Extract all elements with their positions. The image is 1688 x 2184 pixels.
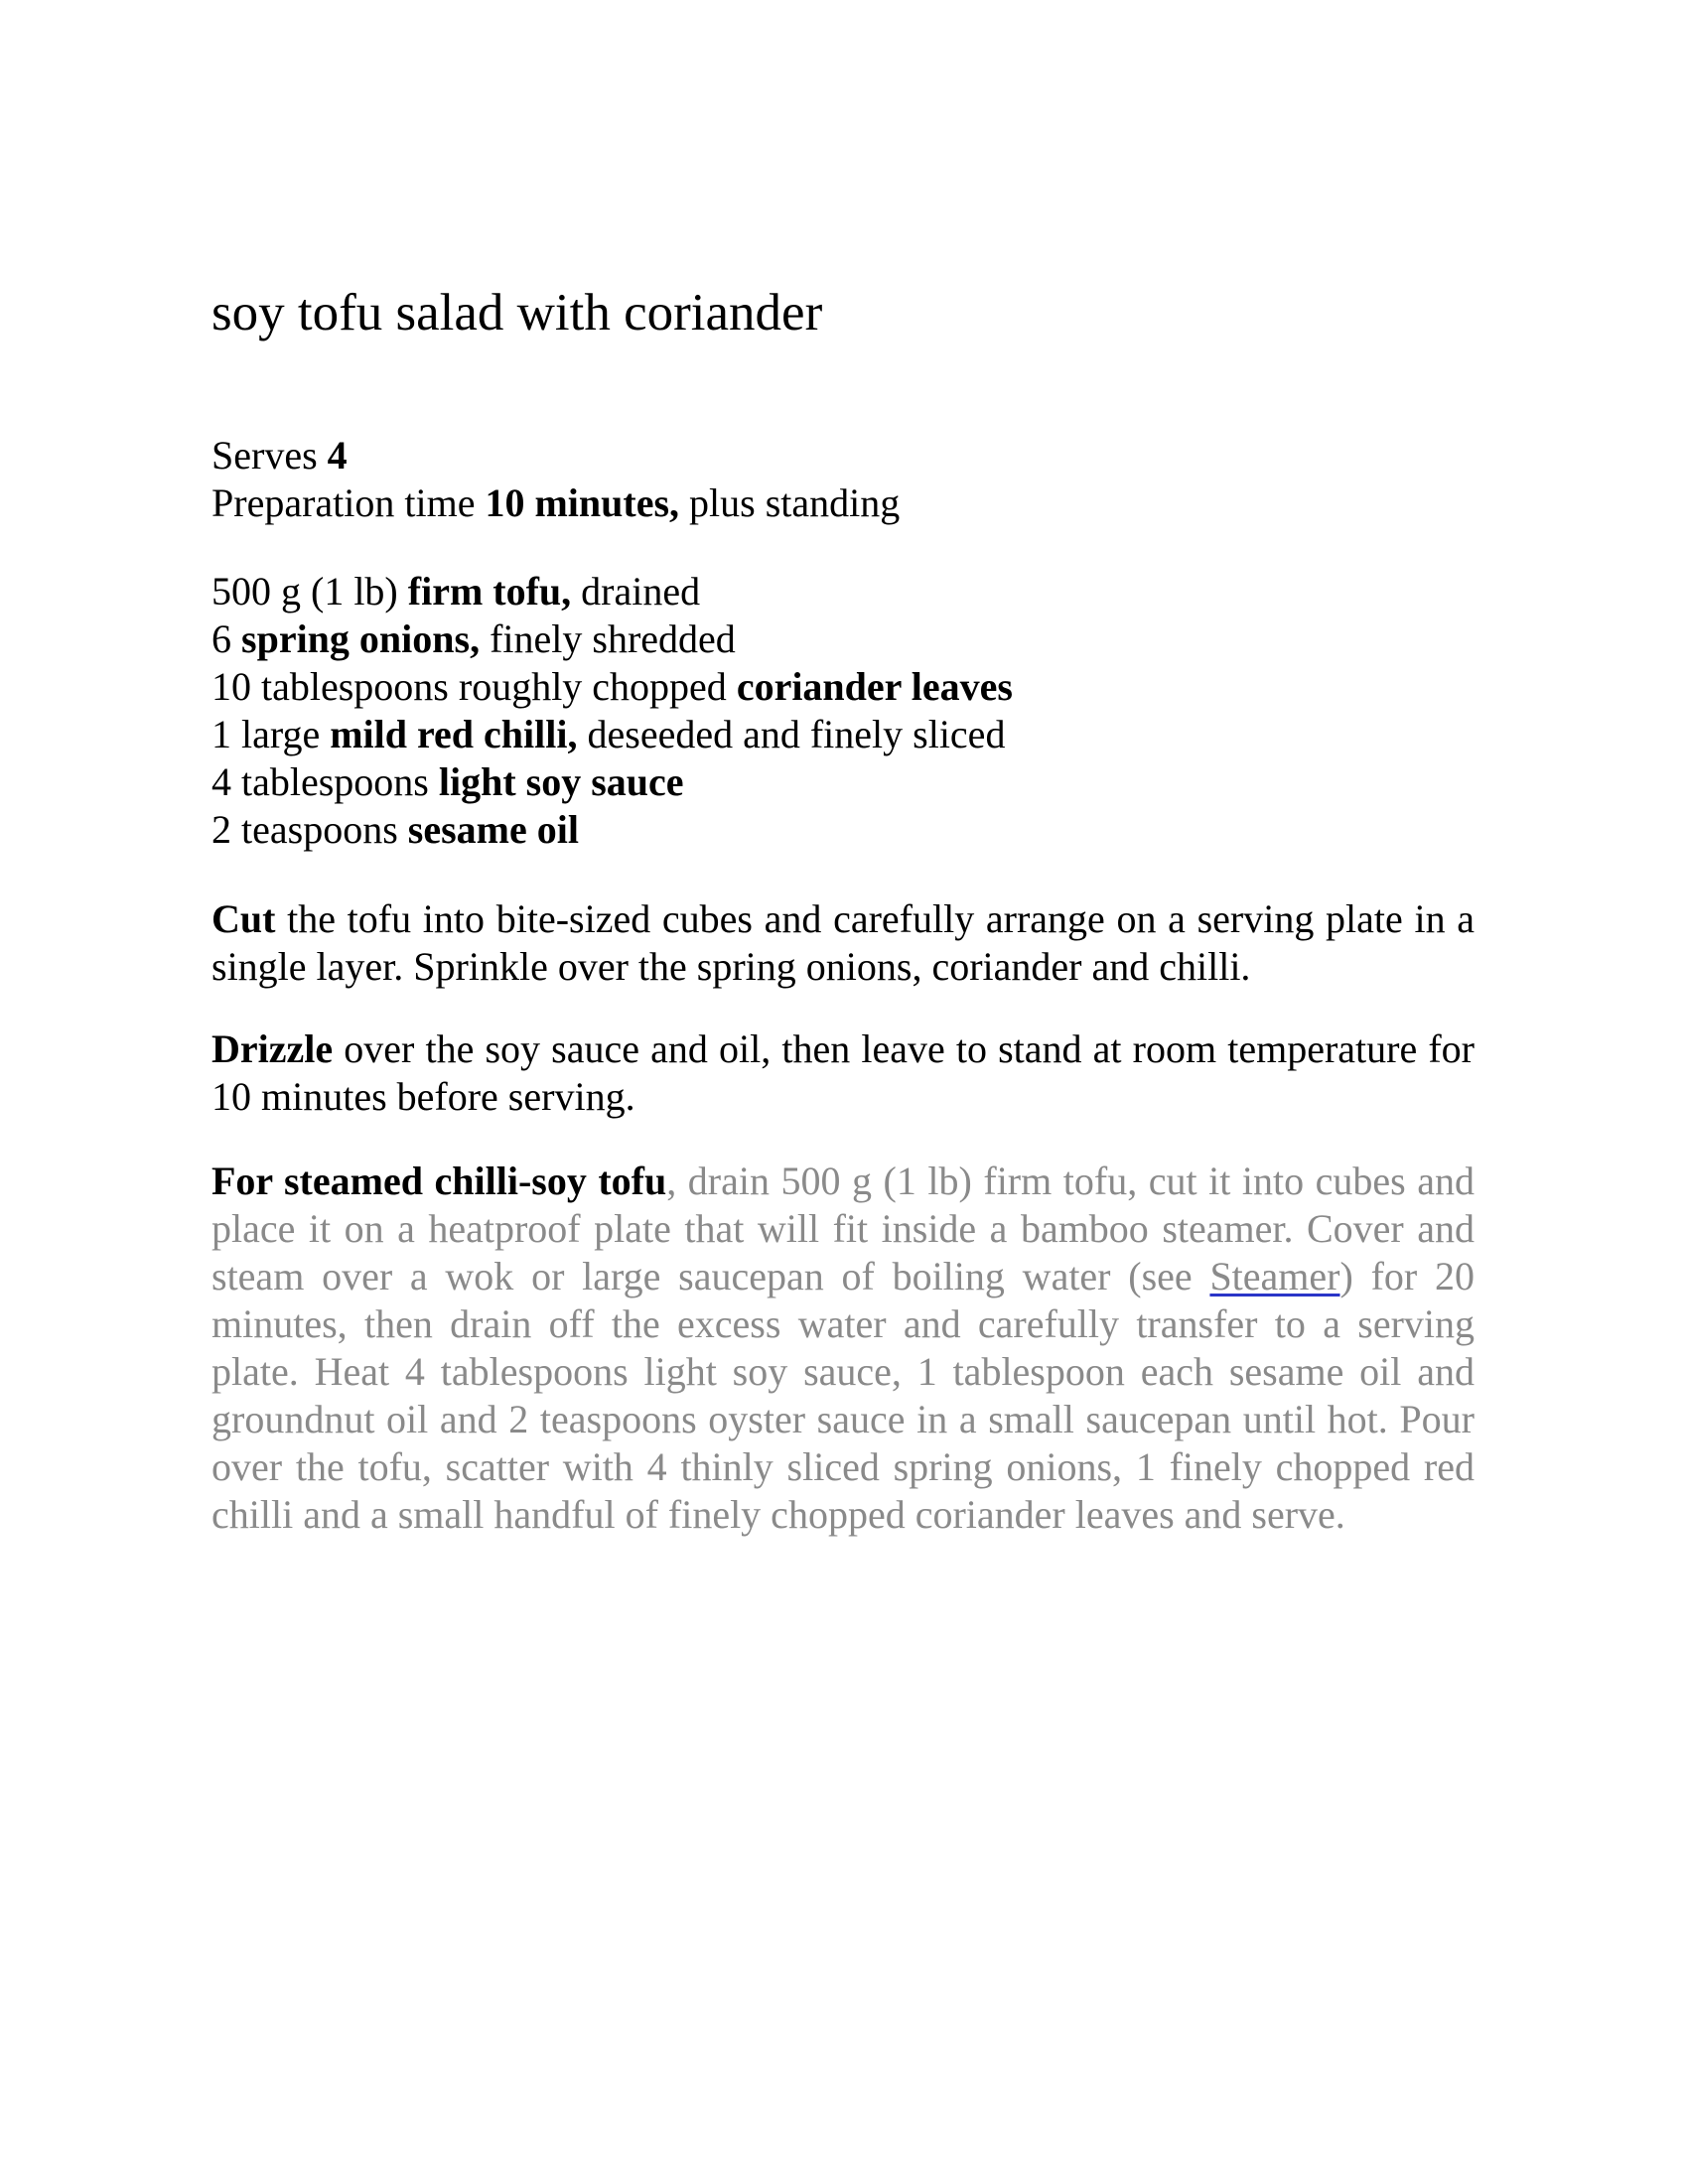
- ingredient-list: [211, 568, 1013, 854]
- ingredient-name: light soy sauce: [438, 759, 684, 804]
- ingredient-quantity: 2 teaspoons: [211, 807, 408, 852]
- variation-paragraph: [211, 1158, 1475, 1539]
- serves-label: Serves: [211, 433, 328, 478]
- method-step-verb: Cut: [211, 896, 276, 941]
- ingredient-note: finely shredded: [480, 616, 736, 661]
- ingredient-quantity: 6: [211, 616, 241, 661]
- ingredient-quantity: 4 tablespoons: [211, 759, 439, 804]
- steamer-link[interactable]: Steamer: [1209, 1254, 1340, 1298]
- ingredient-name: sesame oil: [407, 807, 579, 852]
- prep-suffix: plus standing: [679, 480, 901, 525]
- serves-line: [211, 432, 900, 479]
- ingredient-item: [211, 711, 1013, 758]
- serves-value: 4: [327, 433, 348, 478]
- method-step-text: the tofu into bite-sized cubes and carefully arrange on a serving plate in a single layer. Sprinkle over the spring onions, coriander and chilli.: [211, 896, 1475, 989]
- recipe-meta: [211, 432, 900, 527]
- prep-time-line: [211, 479, 900, 527]
- ingredient-name: spring onions,: [241, 616, 481, 661]
- prep-value: 10 minutes,: [485, 480, 680, 525]
- ingredient-item: [211, 806, 1013, 854]
- variation-text-start: , drain 500 g (1 lb) firm tofu, cut it into cubes and place it on a heatproof plate that will fit inside a bamboo steamer. Cover and steam over a wok or large saucepan of boiling water (see: [211, 1159, 1476, 1298]
- ingredient-item: [211, 615, 1013, 663]
- ingredient-note: drained: [571, 569, 701, 614]
- ingredient-quantity: 500 g (1 lb): [211, 569, 408, 614]
- prep-label: Preparation time: [211, 480, 486, 525]
- variation-text-end: ) for 20 minutes, then drain off the excess water and carefully transfer to a serving plate. Heat 4 tablespoons light soy sauce, 1 tablespoon each sesame oil and groundnut oil and 2 teaspoons oyster sauce in a small saucepan until hot. Pour over the tofu, scatter with 4 thinly sliced spring onions, 1 finely chopped red chilli and a small handful of finely chopped coriander leaves and serve.: [211, 1254, 1475, 1537]
- variation-heading: For steamed chilli-soy tofu: [211, 1159, 667, 1203]
- ingredient-name: coriander leaves: [736, 664, 1013, 709]
- recipe-title: soy tofu salad with coriander: [211, 284, 823, 341]
- ingredient-quantity: 1 large: [211, 712, 331, 756]
- ingredient-name: firm tofu,: [407, 569, 572, 614]
- ingredient-quantity: 10 tablespoons roughly chopped: [211, 664, 737, 709]
- method-step-verb: Drizzle: [211, 1026, 334, 1071]
- method-step-1: [211, 895, 1475, 991]
- ingredient-name: mild red chilli,: [330, 712, 578, 756]
- method-step-2: [211, 1025, 1475, 1121]
- ingredient-note: deseeded and finely sliced: [577, 712, 1006, 756]
- ingredient-item: [211, 758, 1013, 806]
- method-step-text: over the soy sauce and oil, then leave to stand at room temperature for 10 minutes before serving.: [211, 1026, 1475, 1119]
- ingredient-item: [211, 568, 1013, 615]
- ingredient-item: [211, 663, 1013, 711]
